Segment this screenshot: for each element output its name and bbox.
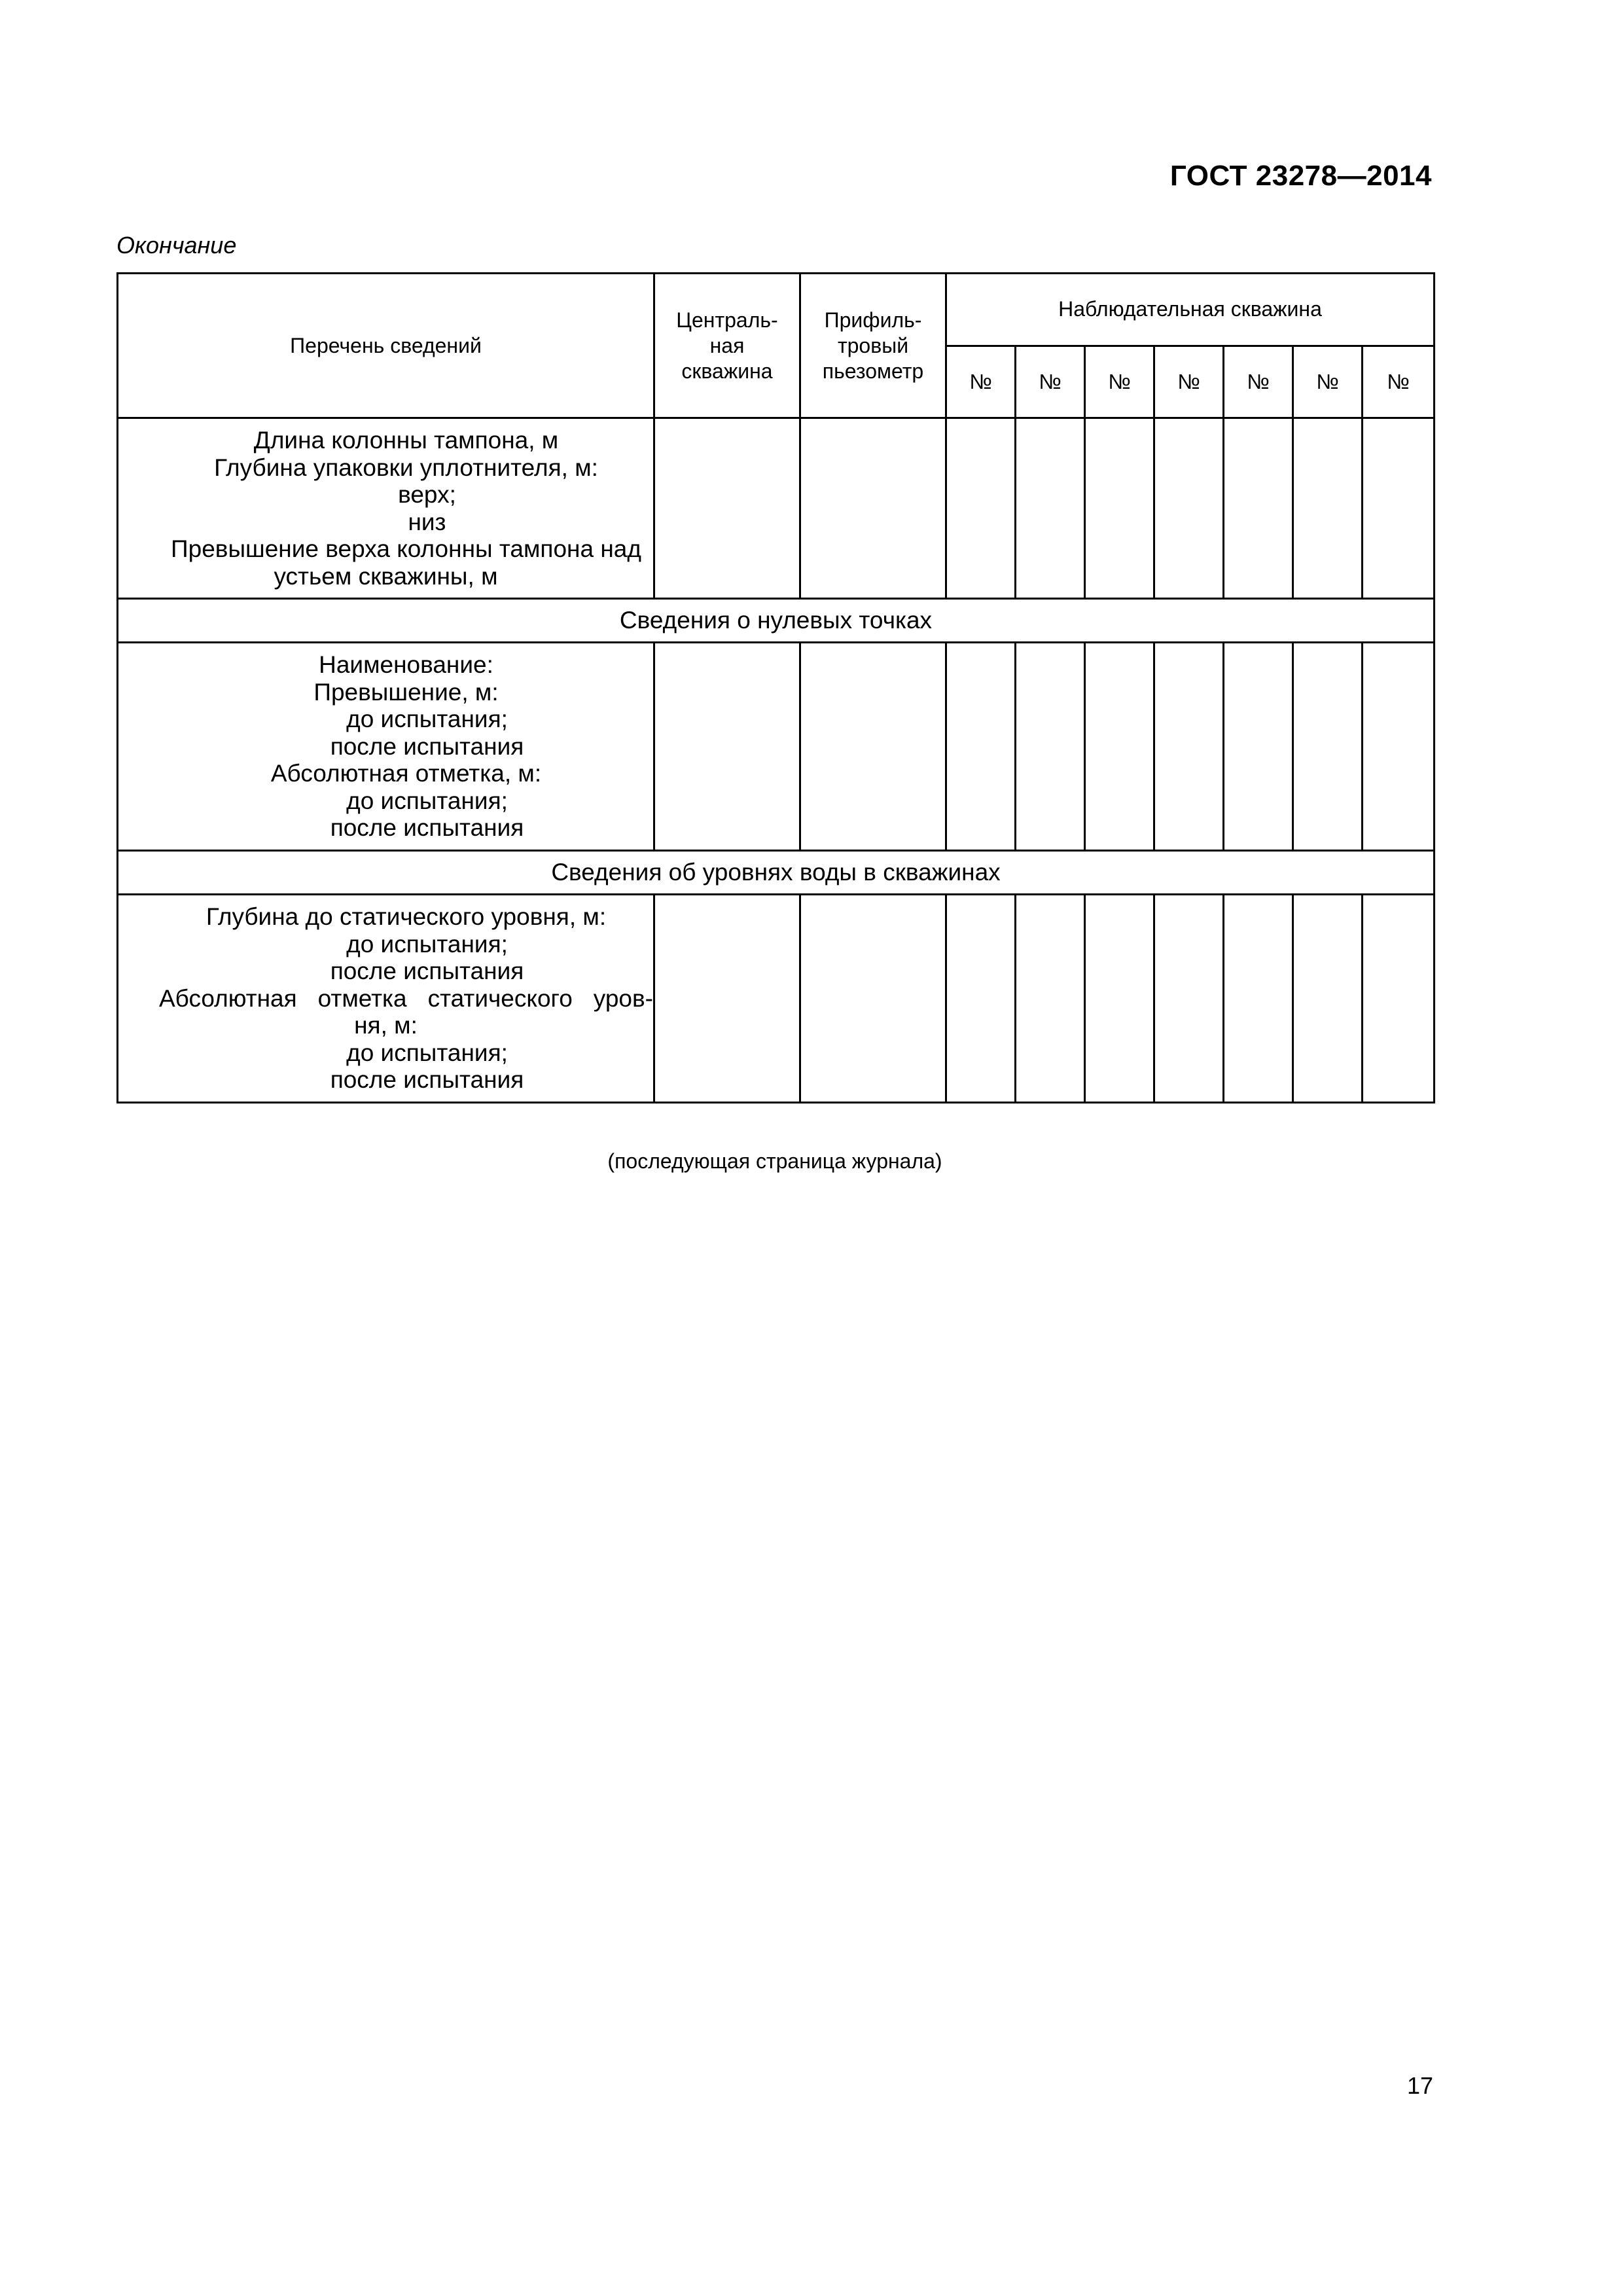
items-cell-water-levels bbox=[118, 895, 654, 1103]
item-line: до испытания; bbox=[346, 930, 508, 958]
empty-cell bbox=[1154, 418, 1224, 599]
item-line: Абсолютная отметка статического уров- bbox=[159, 984, 653, 1012]
table-row-water-levels bbox=[118, 895, 1435, 1103]
empty-cell bbox=[800, 895, 946, 1103]
section-row-water-levels bbox=[118, 851, 1435, 895]
empty-cell bbox=[1085, 418, 1154, 599]
items-cell-tampon bbox=[118, 418, 654, 599]
item-line: Превышение верха колонны тампона над bbox=[171, 535, 641, 562]
journal-table bbox=[116, 272, 1435, 1103]
header-observation-number: № bbox=[1085, 346, 1154, 418]
empty-cell bbox=[1154, 895, 1224, 1103]
header-items-list: Перечень сведений bbox=[118, 274, 654, 418]
header-observation-number: № bbox=[1154, 346, 1224, 418]
items-cell-zero-points bbox=[118, 643, 654, 851]
empty-cell bbox=[1016, 895, 1085, 1103]
empty-cell bbox=[1224, 418, 1293, 599]
empty-cell bbox=[1154, 643, 1224, 851]
item-line: до испытания; bbox=[346, 706, 508, 733]
item-line: до испытания; bbox=[346, 1039, 508, 1066]
empty-cell bbox=[1293, 418, 1363, 599]
item-line: Абсолютная отметка, м: bbox=[270, 760, 542, 787]
header-observation-well: Наблюдательная скважина bbox=[946, 274, 1435, 346]
empty-cell bbox=[800, 418, 946, 599]
item-line: до испытания; bbox=[346, 787, 508, 814]
item-line: Длина колонны тампона, м bbox=[253, 427, 559, 454]
item-line: верх; bbox=[398, 481, 456, 508]
item-line: устьем скважины, м bbox=[274, 562, 498, 590]
header-observation-number: № bbox=[1224, 346, 1293, 418]
empty-cell bbox=[1293, 643, 1363, 851]
header-observation-number: № bbox=[946, 346, 1016, 418]
item-line: Глубина упаковки уплотнителя, м: bbox=[214, 454, 598, 481]
item-line: низ bbox=[408, 508, 446, 535]
table-row-tampon bbox=[118, 418, 1435, 599]
empty-cell bbox=[1224, 895, 1293, 1103]
section-title-zero-points: Сведения о нулевых точках bbox=[118, 599, 1435, 643]
empty-cell bbox=[1363, 418, 1435, 599]
empty-cell bbox=[800, 643, 946, 851]
empty-cell bbox=[1016, 418, 1085, 599]
header-observation-number: № bbox=[1293, 346, 1363, 418]
header-piezometer: Прифиль- тровый пьезометр bbox=[800, 274, 946, 418]
header-observation-number: № bbox=[1363, 346, 1435, 418]
empty-cell bbox=[946, 418, 1016, 599]
empty-cell bbox=[654, 643, 800, 851]
empty-cell bbox=[1293, 895, 1363, 1103]
header-observation-number: № bbox=[1016, 346, 1085, 418]
item-line: после испытания bbox=[330, 1066, 524, 1094]
next-page-note: (последующая страница журнала) bbox=[607, 1149, 942, 1173]
empty-cell bbox=[1016, 643, 1085, 851]
item-line: Превышение, м: bbox=[313, 678, 499, 706]
item-line: после испытания bbox=[330, 732, 524, 760]
standard-code: ГОСТ 23278—2014 bbox=[1169, 160, 1432, 192]
empty-cell bbox=[1224, 643, 1293, 851]
empty-cell bbox=[1085, 643, 1154, 851]
item-line: ня, м: bbox=[354, 1012, 418, 1039]
section-title-water-levels: Сведения об уровнях воды в скважинах bbox=[118, 851, 1435, 895]
page-number: 17 bbox=[1406, 2072, 1433, 2099]
empty-cell bbox=[654, 418, 800, 599]
table-continuation-caption: Окончание bbox=[116, 232, 237, 259]
header-central-well: Централь- ная скважина bbox=[654, 274, 800, 418]
table-row-zero-points bbox=[118, 643, 1435, 851]
section-row-zero-points bbox=[118, 599, 1435, 643]
empty-cell bbox=[1363, 643, 1435, 851]
item-line: Наименование: bbox=[319, 651, 493, 679]
item-line: после испытания bbox=[330, 958, 524, 985]
empty-cell bbox=[946, 895, 1016, 1103]
item-line: после испытания bbox=[330, 814, 524, 842]
item-line: Глубина до статического уровня, м: bbox=[205, 903, 607, 931]
empty-cell bbox=[654, 895, 800, 1103]
empty-cell bbox=[946, 643, 1016, 851]
empty-cell bbox=[1363, 895, 1435, 1103]
empty-cell bbox=[1085, 895, 1154, 1103]
